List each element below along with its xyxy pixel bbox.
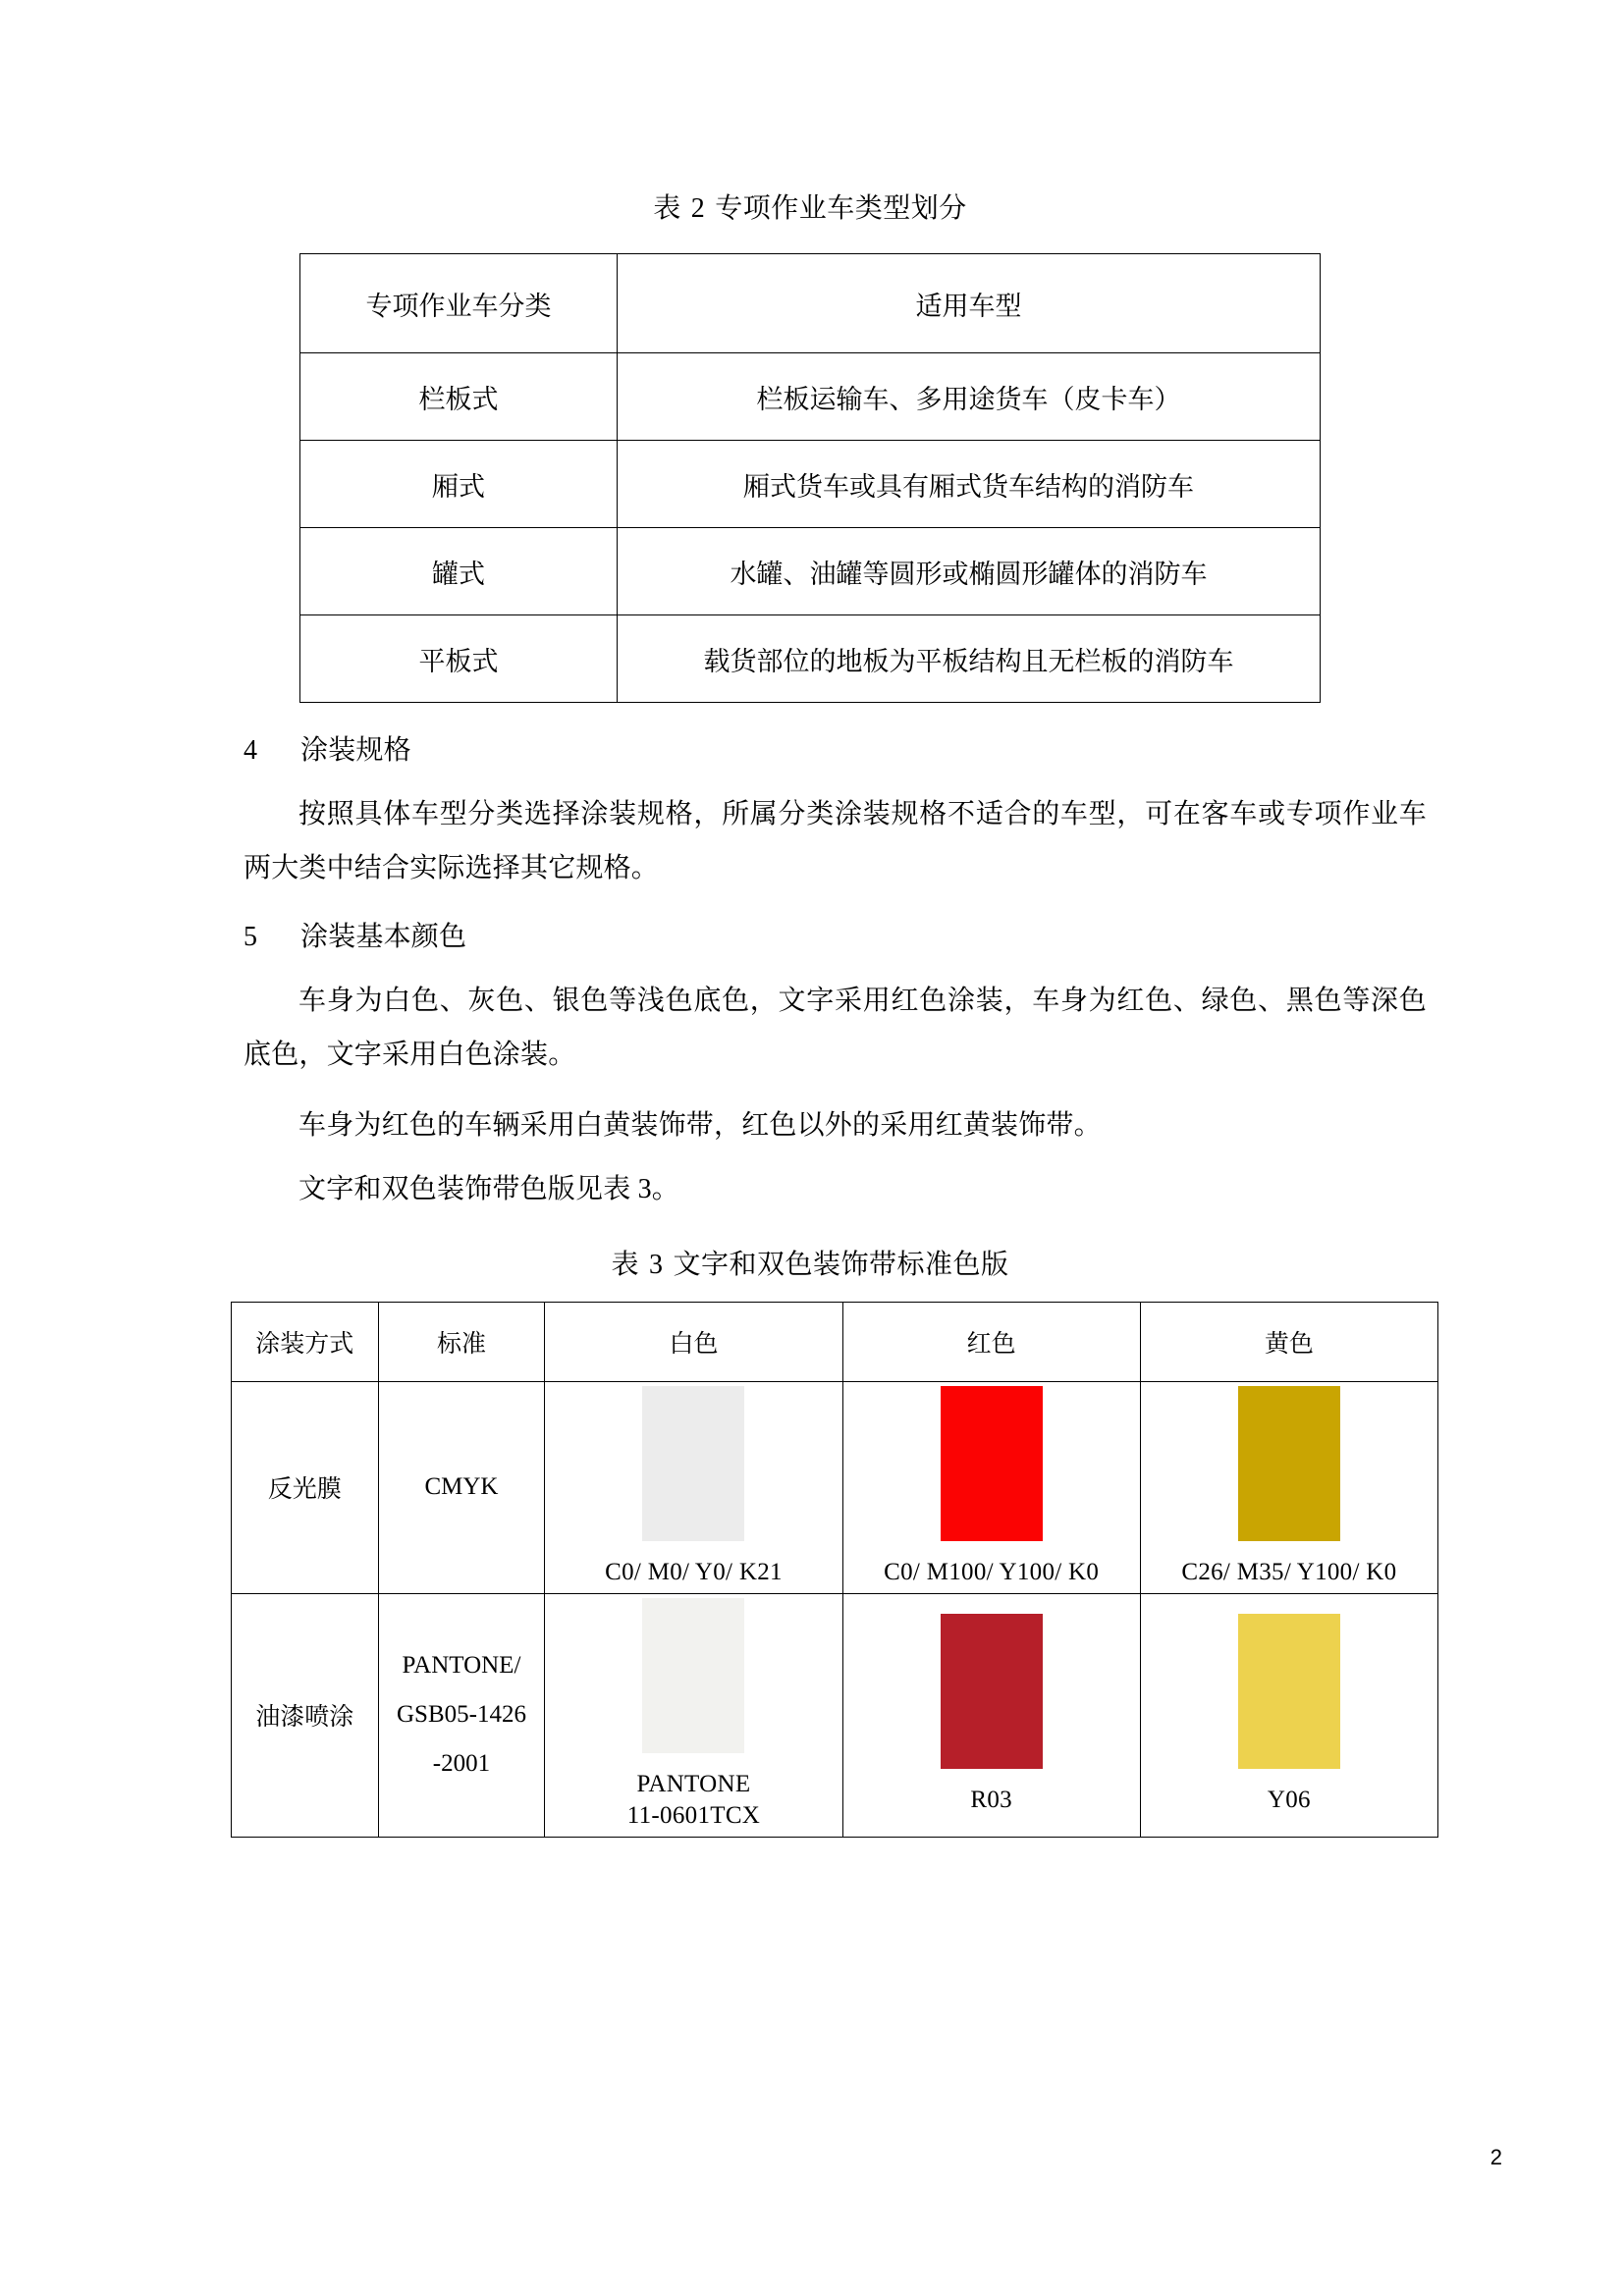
- table3-caption: [196, 1249, 1424, 1282]
- table3-header-mode: 涂装方式: [232, 1303, 379, 1382]
- table3-header-red: 红色: [842, 1303, 1140, 1382]
- table2-caption-number: 2: [690, 193, 706, 224]
- section-5-heading: [244, 911, 1422, 963]
- table3-caption-text: 文字和双色装饰带标准色版: [673, 1250, 1009, 1280]
- table2-cell-type: 栏板式: [300, 353, 618, 441]
- table3-cell-yellow: [1140, 1382, 1437, 1594]
- table2-header-category: 专项作业车分类: [300, 254, 618, 353]
- table3-header-row: [232, 1303, 1438, 1382]
- table2-cell-models: 水罐、油罐等圆形或椭圆形罐体的消防车: [618, 528, 1321, 615]
- section-5-title: 涂装基本颜色: [300, 922, 467, 952]
- table3-standard-line: GSB05-1426: [396, 1701, 526, 1728]
- table3-caption-prefix: 表: [611, 1250, 639, 1280]
- table2-caption: [196, 192, 1424, 226]
- table3-header-yellow: 黄色: [1140, 1303, 1437, 1382]
- color-swatch-red-cmyk: [941, 1386, 1043, 1541]
- color-swatch-label-line1: PANTONE: [636, 1770, 751, 1797]
- color-swatch-yellow-cmyk: [1238, 1386, 1340, 1541]
- table3-cell-standard: [378, 1593, 545, 1837]
- section-4-heading: [244, 724, 1422, 776]
- color-swatch-red-pantone: [941, 1614, 1043, 1769]
- table-row: [300, 615, 1321, 703]
- section-5-paragraph-1: 车身为白色、灰色、银色等浅色底色，文字采用红色涂装，车身为红色、绿色、黑色等深色底色，文字采用白色涂装。: [244, 986, 1427, 1070]
- table-row: [300, 441, 1321, 528]
- table3-cell-mode: 反光膜: [232, 1382, 379, 1594]
- section-4-title: 涂装规格: [300, 735, 411, 766]
- section-4-number: 4: [244, 735, 258, 766]
- table-row: [300, 353, 1321, 441]
- table3-header-white: 白色: [545, 1303, 842, 1382]
- color-swatch-label: Y06: [1267, 1786, 1311, 1813]
- table3-cell-standard: [378, 1382, 545, 1594]
- table3-standard-line: -2001: [432, 1750, 491, 1777]
- color-swatch-label: C0/ M0/ Y0/ K21: [605, 1559, 783, 1585]
- color-swatch-label: C0/ M100/ Y100/ K0: [884, 1559, 1100, 1585]
- color-swatch-white-pantone: [642, 1598, 744, 1753]
- table2-header-models: 适用车型: [618, 254, 1321, 353]
- table2-header-row: [300, 254, 1321, 353]
- table3-cell-white: [545, 1382, 842, 1594]
- color-swatch-label-line2: 11-0601TCX: [626, 1802, 761, 1829]
- table-row: [232, 1593, 1438, 1837]
- table3-header-standard: 标准: [378, 1303, 545, 1382]
- section-5-number: 5: [244, 922, 258, 952]
- color-swatch-label: [627, 1769, 760, 1833]
- table3-color-standards: [231, 1302, 1438, 1838]
- table2-cell-type: 厢式: [300, 441, 618, 528]
- table-row: [300, 528, 1321, 615]
- table2-cell-models: 栏板运输车、多用途货车（皮卡车）: [618, 353, 1321, 441]
- color-swatch-white-cmyk: [642, 1386, 744, 1541]
- table3-caption-number: 3: [649, 1250, 664, 1280]
- table3-standard-line: PANTONE/: [402, 1652, 521, 1679]
- table2-cell-type: 罐式: [300, 528, 618, 615]
- table3-standard-line: CMYK: [424, 1473, 499, 1501]
- table3-cell-red: [842, 1593, 1140, 1837]
- color-swatch-label: C26/ M35/ Y100/ K0: [1181, 1559, 1397, 1585]
- table2-caption-text: 专项作业车类型划分: [715, 193, 967, 224]
- color-swatch-label: R03: [970, 1786, 1012, 1813]
- table3-cell-mode: 油漆喷涂: [232, 1593, 379, 1837]
- table2-caption-prefix: 表: [653, 193, 681, 224]
- table3-cell-red: [842, 1382, 1140, 1594]
- table2-cell-type: 平板式: [300, 615, 618, 703]
- section-5-paragraph-2: 车身为红色的车辆采用白黄装饰带，红色以外的采用红黄装饰带。: [298, 1110, 1102, 1141]
- table3-cell-white: [545, 1593, 842, 1837]
- color-swatch-yellow-pantone: [1238, 1614, 1340, 1769]
- table-row: [232, 1382, 1438, 1594]
- page-number: 2: [1489, 2145, 1502, 2169]
- table3-cell-yellow: [1140, 1593, 1437, 1837]
- table2-cell-models: 载货部位的地板为平板结构且无栏板的消防车: [618, 615, 1321, 703]
- section-4-paragraph: 按照具体车型分类选择涂装规格，所属分类涂装规格不适合的车型，可在客车或专项作业车两大类中结合实际选择其它规格。: [244, 799, 1427, 883]
- table2-cell-models: 厢式货车或具有厢式货车结构的消防车: [618, 441, 1321, 528]
- section-5-paragraph-3: 文字和双色装饰带色版见表 3。: [298, 1174, 680, 1204]
- table2-vehicle-types: [299, 253, 1321, 703]
